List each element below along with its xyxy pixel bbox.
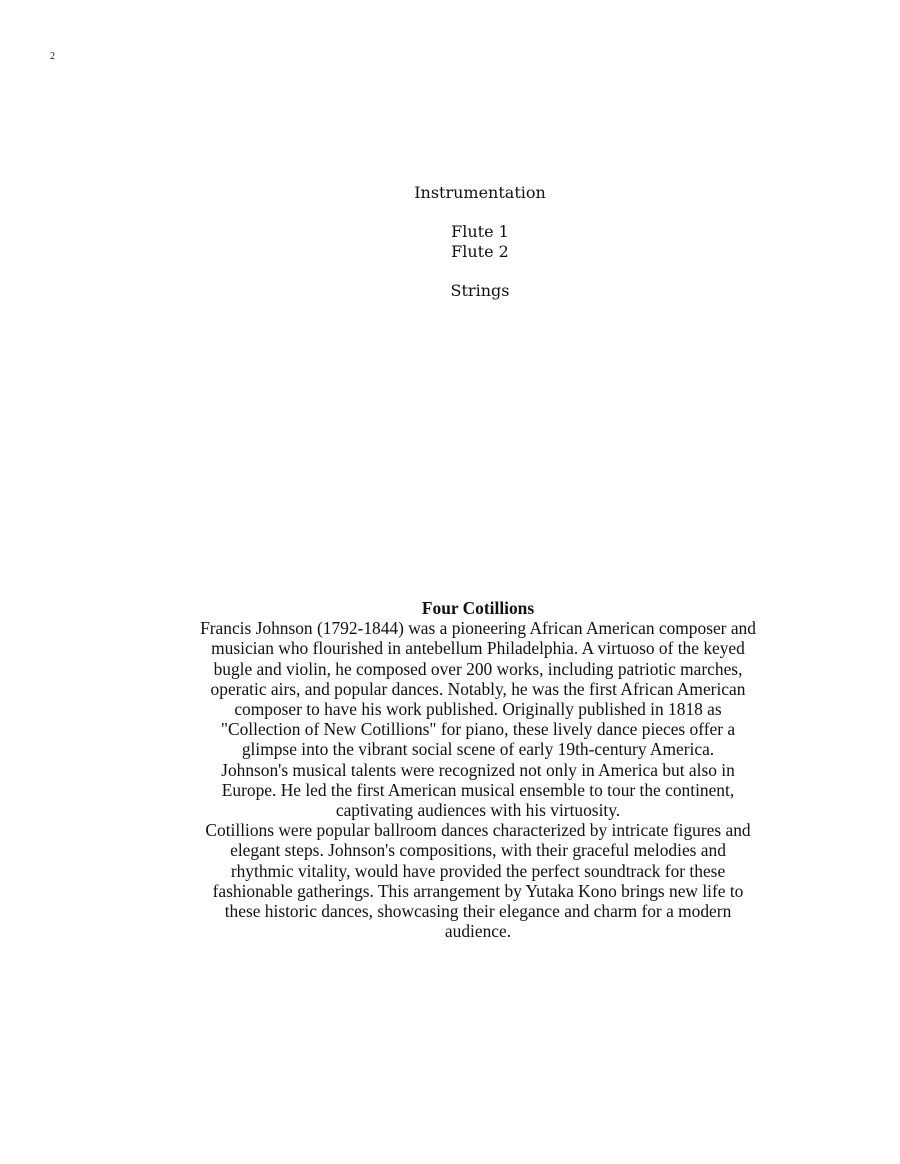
instrument-flute-2: Flute 2	[451, 242, 509, 261]
page-number: 2	[50, 51, 55, 62]
instrument-group-winds	[330, 222, 630, 262]
program-notes	[200, 598, 756, 941]
instrument-flute-1: Flute 1	[451, 222, 509, 241]
instrument-strings: Strings	[450, 281, 510, 300]
program-notes-paragraph: Cotillions were popular ballroom dances characterized by intricate figures and elegant steps. Johnson's compositions, with their graceful melodies and rhythmic vitality, would have provided the perfect soundtrack for these fashionable gatherings. This arrangement by Yutaka Kono brings new life to these historic dances, showcasing their elegance and charm for a modern audience.	[205, 820, 751, 942]
program-notes-paragraph: Johnson's musical talents were recognized not only in America but also in Europe. He led the first American musical ensemble to tour the continent, captivating audiences with his virtuosity.	[221, 759, 735, 821]
program-notes-paragraph: Francis Johnson (1792-1844) was a pioneering African American composer and musician who flourished in antebellum Philadelphia. A virtuoso of the keyed bugle and violin, he composed over 200 works, including patriotic marches, operatic airs, and popular dances. Notably, he was the first African American composer to have his work published. Originally published in 1818 as "Collection of New Cotillions" for piano, these lively dance pieces offer a glimpse into the vibrant social scene of early 19th-century America.	[200, 618, 756, 760]
instrumentation-section	[330, 183, 630, 301]
instrumentation-title: Instrumentation	[414, 183, 546, 202]
program-notes-title: Four Cotillions	[421, 598, 535, 618]
instrument-group-strings	[330, 281, 630, 301]
